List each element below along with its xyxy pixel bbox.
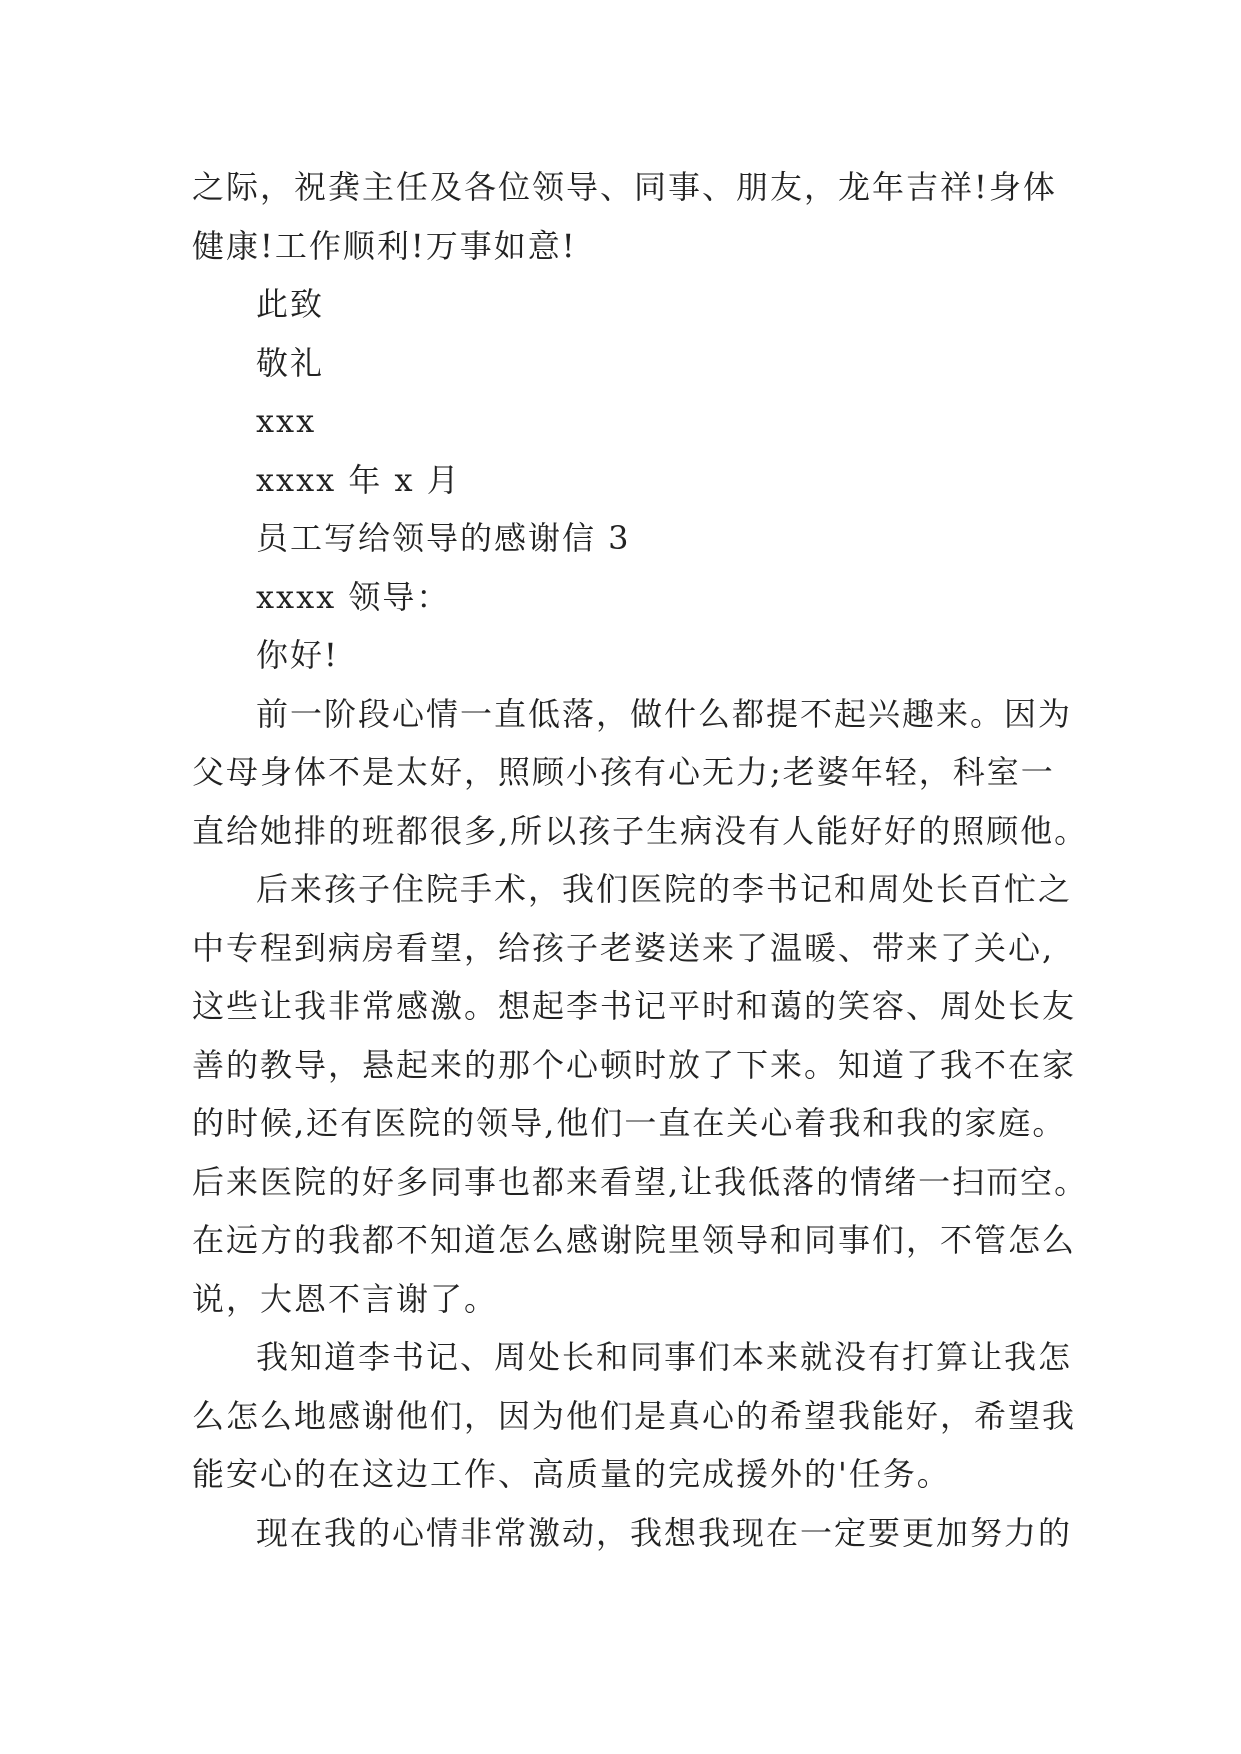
text-line: 么怎么地感谢他们，因为他们是真心的希望我能好，希望我 [192,1396,1077,1435]
closing-line: 敬礼 [256,343,325,382]
letter-body [192,158,1089,1562]
text-line: 之际，祝龚主任及各位领导、同事、朋友，龙年吉祥!身体 [192,168,1057,206]
text-line: 中专程到病房看望，给孩子老婆送来了温暖、带来了关心, [192,928,1055,967]
text-line: 后来孩子住院手术，我们医院的李书记和周处长百忙之 [256,870,1073,908]
text-line: 善的教导，悬起来的那个心顿时放了下来。知道了我不在家 [192,1045,1077,1084]
text-line: 我知道李书记、周处长和同事们本来就没有打算让我怎 [256,1338,1073,1376]
text-line: 这些让我非常感激。想起李书记平时和蔼的笑容、周处长友 [192,987,1077,1025]
salutation: xxxx 领导： [256,577,451,616]
text-line: 在远方的我都不知道怎么感谢院里领导和同事们，不管怎么 [192,1221,1077,1259]
text-line: 现在我的心情非常激动，我想我现在一定要更加努力的 [256,1513,1073,1552]
text-line: 直给她排的班都很多,所以孩子生病没有人能好好的照顾他。 [192,811,1089,850]
text-line: 健康!工作顺利!万事如意! [192,226,577,265]
signature-name: xxx [256,402,317,440]
text-line: 能安心的在这边工作、高质量的完成援外的'任务。 [192,1455,951,1493]
signature-date: xxxx 年 x 月 [256,460,461,499]
text-line: 后来医院的好多同事也都来看望,让我低落的情绪一扫而空。 [192,1162,1089,1201]
text-line: 说，大恩不言谢了。 [192,1279,499,1318]
text-line: 父母身体不是太好，照顾小孩有心无力;老婆年轻，科室一 [192,753,1055,791]
text-line: 的时候,还有医院的领导,他们一直在关心着我和我的家庭。 [192,1104,1067,1142]
text-line: 前一阶段心情一直低落，做什么都提不起兴趣来。因为 [256,694,1073,733]
section-heading: 员工写给领导的感谢信 3 [256,519,631,557]
closing-line: 此致 [256,285,325,323]
greeting: 你好! [256,636,339,674]
